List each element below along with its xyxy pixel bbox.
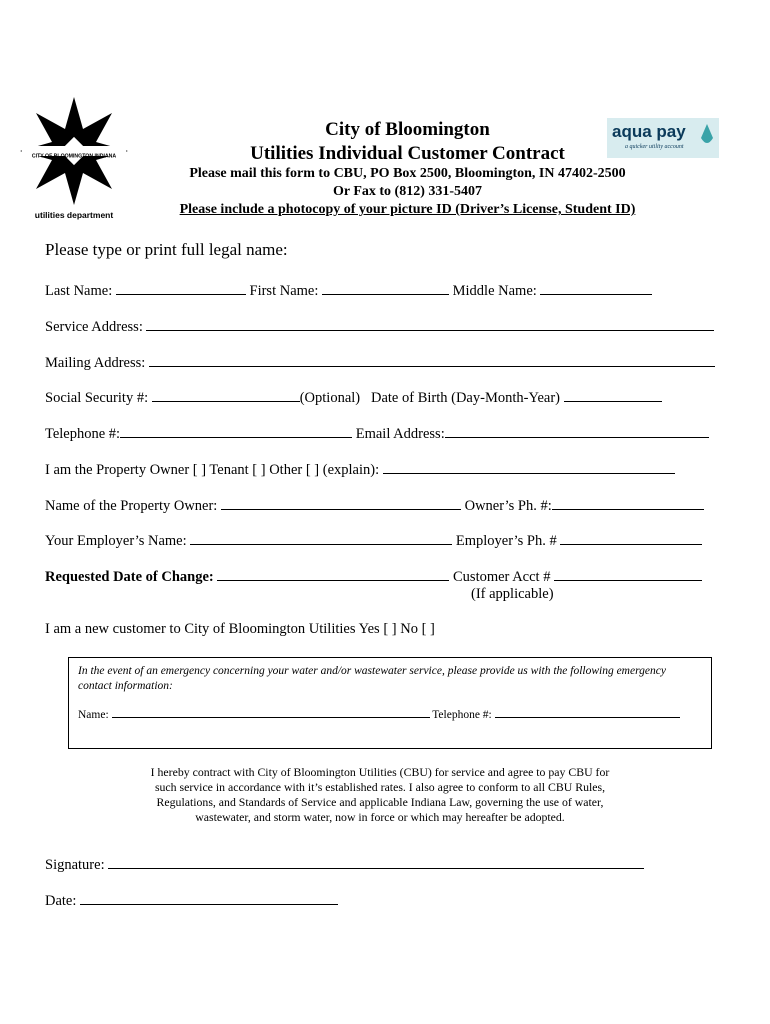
svg-text:aqua pay: aqua pay [612,122,686,141]
mailing-address-label: Mailing Address: [45,355,146,371]
property-explain-field[interactable] [383,461,675,474]
new-customer-row[interactable]: I am a new customer to City of Bloomington Utilities Yes [ ] No [ ] [45,621,435,637]
emergency-fields [78,708,680,721]
contract-line4: wastewater, and storm water, now in force or which may hereafter be adopted. [195,810,565,824]
requested-date-label: Requested Date of Change: [45,569,214,585]
customer-acct-field[interactable] [554,568,702,581]
mailing-address-row [45,354,715,372]
dob-field[interactable] [564,389,662,402]
ssn-label: Social Security #: [45,390,149,406]
middle-name-label: Middle Name: [452,283,537,299]
first-name-label: First Name: [249,283,319,299]
emergency-telephone-label: Telephone #: [432,709,492,721]
owner-name-field[interactable] [221,497,461,510]
mailing-address-field[interactable] [149,354,715,367]
employer-name-label: Your Employer’s Name: [45,533,187,549]
last-name-field[interactable] [116,282,246,295]
contract-line3: Regulations, and Standards of Service and applicable Indiana Law, governing the use of water, [156,795,604,809]
emergency-contact-box [68,657,712,749]
middle-name-field[interactable] [540,282,652,295]
service-address-label: Service Address: [45,319,143,335]
service-address-field[interactable] [146,318,714,331]
optional-label: (Optional) [299,390,361,406]
signature-label: Signature: [45,857,105,873]
first-name-field[interactable] [322,282,449,295]
owner-phone-label: Owner’s Ph. #: [464,498,552,514]
date-row [45,892,338,910]
fax-instructions: Or Fax to (812) 331-5407 [332,184,483,199]
telephone-label: Telephone #: [45,426,121,442]
employer-name-field[interactable] [190,532,452,545]
customer-acct-label: Customer Acct # [453,569,551,585]
title-line2: Utilities Individual Customer Contract [250,143,565,164]
employer-phone-field[interactable] [560,532,702,545]
date-label: Date: [45,893,77,909]
date-field[interactable] [80,892,338,905]
id-instructions: Please include a photocopy of your picture ID (Driver’s License, Student ID) [179,202,636,217]
mail-instructions: Please mail this form to CBU, PO Box 2500, Bloomington, IN 47402-2500 [189,166,626,181]
emergency-name-field[interactable] [112,708,430,718]
svg-text:a quicker utility account: a quicker utility account [625,144,684,150]
signature-field[interactable] [108,856,644,869]
contract-text [145,765,615,825]
if-applicable-note: (If applicable) [471,586,554,602]
contract-line1: I hereby contract with City of Bloomington Utilities (CBU) for service and agree to pay CBU for [150,765,610,779]
email-field[interactable] [445,425,709,438]
employer-row [45,532,702,550]
contract-line2: such service in accordance with it’s established rates. I also agree to conform to all CBU Rules, [154,780,606,794]
name-row [45,282,652,300]
service-address-row [45,318,714,336]
telephone-row [45,425,709,443]
title-line1: City of Bloomington [325,119,490,140]
logo-caption: utilities department [34,210,114,220]
property-status-label[interactable]: I am the Property Owner [ ] Tenant [ ] Other [ ] (explain): [45,462,380,478]
requested-date-row [45,568,702,586]
emergency-name-label: Name: [78,709,109,721]
property-status-row [45,461,675,479]
svg-text:CITY OF BLOOMINGTON INDIANA: CITY OF BLOOMINGTON INDIANA [31,153,117,160]
employer-phone-label: Employer’s Ph. # [455,533,557,549]
ssn-row [45,389,662,407]
email-label: Email Address: [355,426,445,442]
owner-phone-field[interactable] [552,497,704,510]
owner-name-label: Name of the Property Owner: [45,498,218,514]
last-name-label: Last Name: [45,283,113,299]
requested-date-field[interactable] [217,568,449,581]
form-intro: Please type or print full legal name: [45,240,288,259]
cbu-star-logo-icon [18,95,130,225]
dob-label: Date of Birth (Day-Month-Year) [371,390,560,406]
signature-row [45,856,644,874]
emergency-telephone-field[interactable] [495,708,680,718]
emergency-text: In the event of an emergency concerning your water and/or wastewater service, please provide us with the following emergency contact information: [78,665,666,692]
ssn-field[interactable] [152,389,300,402]
owner-row [45,497,704,515]
telephone-field[interactable] [120,425,352,438]
